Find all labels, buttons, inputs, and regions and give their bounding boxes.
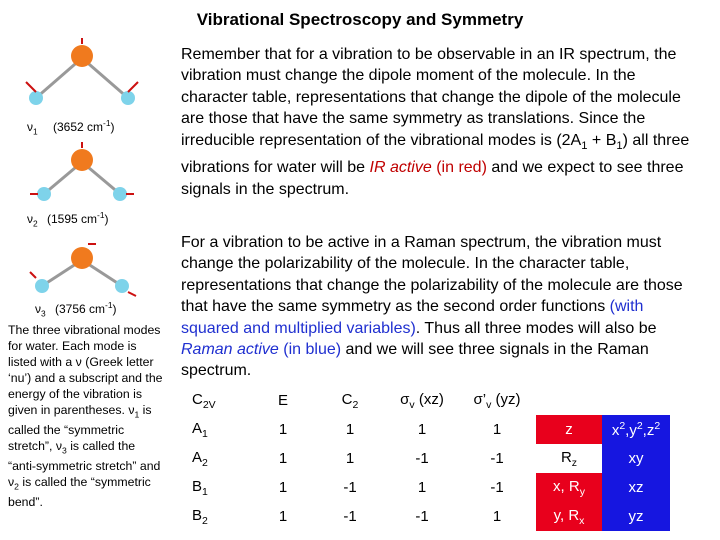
character-cell: 1 xyxy=(345,421,355,438)
character-cell: 1 xyxy=(492,508,502,525)
quadratic-function-cell: xy xyxy=(602,444,670,473)
header-c2: $C_2$ xyxy=(341,390,359,411)
linear-function-cell: y, $R_x$ xyxy=(536,502,602,531)
quadratic-function-cell: $x^2,y^2,z^2$ xyxy=(602,415,670,444)
character-cell: -1 xyxy=(415,508,429,525)
water-symmetric-stretch-illustration xyxy=(6,34,156,110)
c2v-character-table xyxy=(186,386,670,531)
mode-2-label: $\nu_2$ (1595 $cm^{-1}$) xyxy=(27,210,109,229)
character-cell: 1 xyxy=(417,479,427,496)
raman-explanation-paragraph: For a vibration to be active in a Raman spectrum, the vibration must change the polarizability of the molecule. In the character table, representations that change the polarizability of the molecule are those that have the same symmetry as the second order functions (with squared and multiplied variables). Thus all three modes will also be Raman active (in blue) and we will see three signals in the Raman spectrum. xyxy=(181,234,683,380)
irrep-label: $A_1$ xyxy=(192,419,208,440)
ir-explanation-paragraph: Remember that for a vibration to be observable in an IR spectrum, the vibration must change the dipole moment of the molecule. In the character table, representations that change the dipole of the molecule are those that have the same symmetry as translations. Since the irreducible representation of the vibrational modes is $(2A_1 + B_1)$ all three vibrations for water will be IR active (in red) and we expect to see three signals in the spectrum. xyxy=(181,46,690,198)
table-row xyxy=(186,444,670,473)
raman-active-term: Raman active xyxy=(181,341,279,359)
table-row xyxy=(186,502,670,531)
character-cell: -1 xyxy=(490,450,504,467)
mode-1-label: $\nu_1$ (3652 $cm^{-1}$) xyxy=(27,118,115,137)
quadratic-function-cell: xz xyxy=(602,473,670,502)
figure-caption: The three vibrational modes for water. Each mode is listed with a ν (Greek letter ‘nu’) and a subscript and the energy of the vibration is given in parentheses. $\nu_1$ is called the “symmetric stretch”, $\nu_3$ is called the “anti-symmetric stretch” and $\nu_2$ is called the “symmetric bend”. xyxy=(8,323,163,510)
header-e: E xyxy=(277,392,288,409)
quadratic-function-cell: yz xyxy=(602,502,670,531)
table-row xyxy=(186,473,670,502)
character-cell: 1 xyxy=(278,479,288,496)
linear-function-cell: $R_z$ xyxy=(560,448,578,469)
linear-function-cell: z xyxy=(536,415,602,444)
irrep-label: $A_2$ xyxy=(192,448,208,469)
character-cell: 1 xyxy=(278,450,288,467)
header-sigma-v: $\sigma_v$ (xz) xyxy=(400,390,444,411)
point-group-cell: $C_{2V}$ xyxy=(192,390,216,411)
table-header-row xyxy=(186,386,670,415)
water-symmetric-bend-illustration xyxy=(6,140,156,206)
character-cell: -1 xyxy=(343,508,357,525)
header-sigma-v-prime: $\sigma’_v$ (yz) xyxy=(473,390,521,411)
ir-active-term: IR active xyxy=(369,159,432,177)
irrep-label: $B_1$ xyxy=(192,477,208,498)
irrep-label: $B_2$ xyxy=(192,506,208,527)
water-antisymmetric-stretch-illustration xyxy=(6,238,156,298)
table-row xyxy=(186,415,670,444)
mode-3-label: $\nu_3$ (3756 $cm^{-1}$) xyxy=(35,300,117,319)
character-cell: 1 xyxy=(417,421,427,438)
character-cell: -1 xyxy=(415,450,429,467)
linear-function-cell: x, $R_y$ xyxy=(536,473,602,502)
page-title: Vibrational Spectroscopy and Symmetry xyxy=(196,10,524,29)
character-cell: 1 xyxy=(278,421,288,438)
character-cell: 1 xyxy=(278,508,288,525)
character-cell: -1 xyxy=(343,479,357,496)
character-cell: 1 xyxy=(345,450,355,467)
character-cell: -1 xyxy=(490,479,504,496)
character-cell: 1 xyxy=(492,421,502,438)
